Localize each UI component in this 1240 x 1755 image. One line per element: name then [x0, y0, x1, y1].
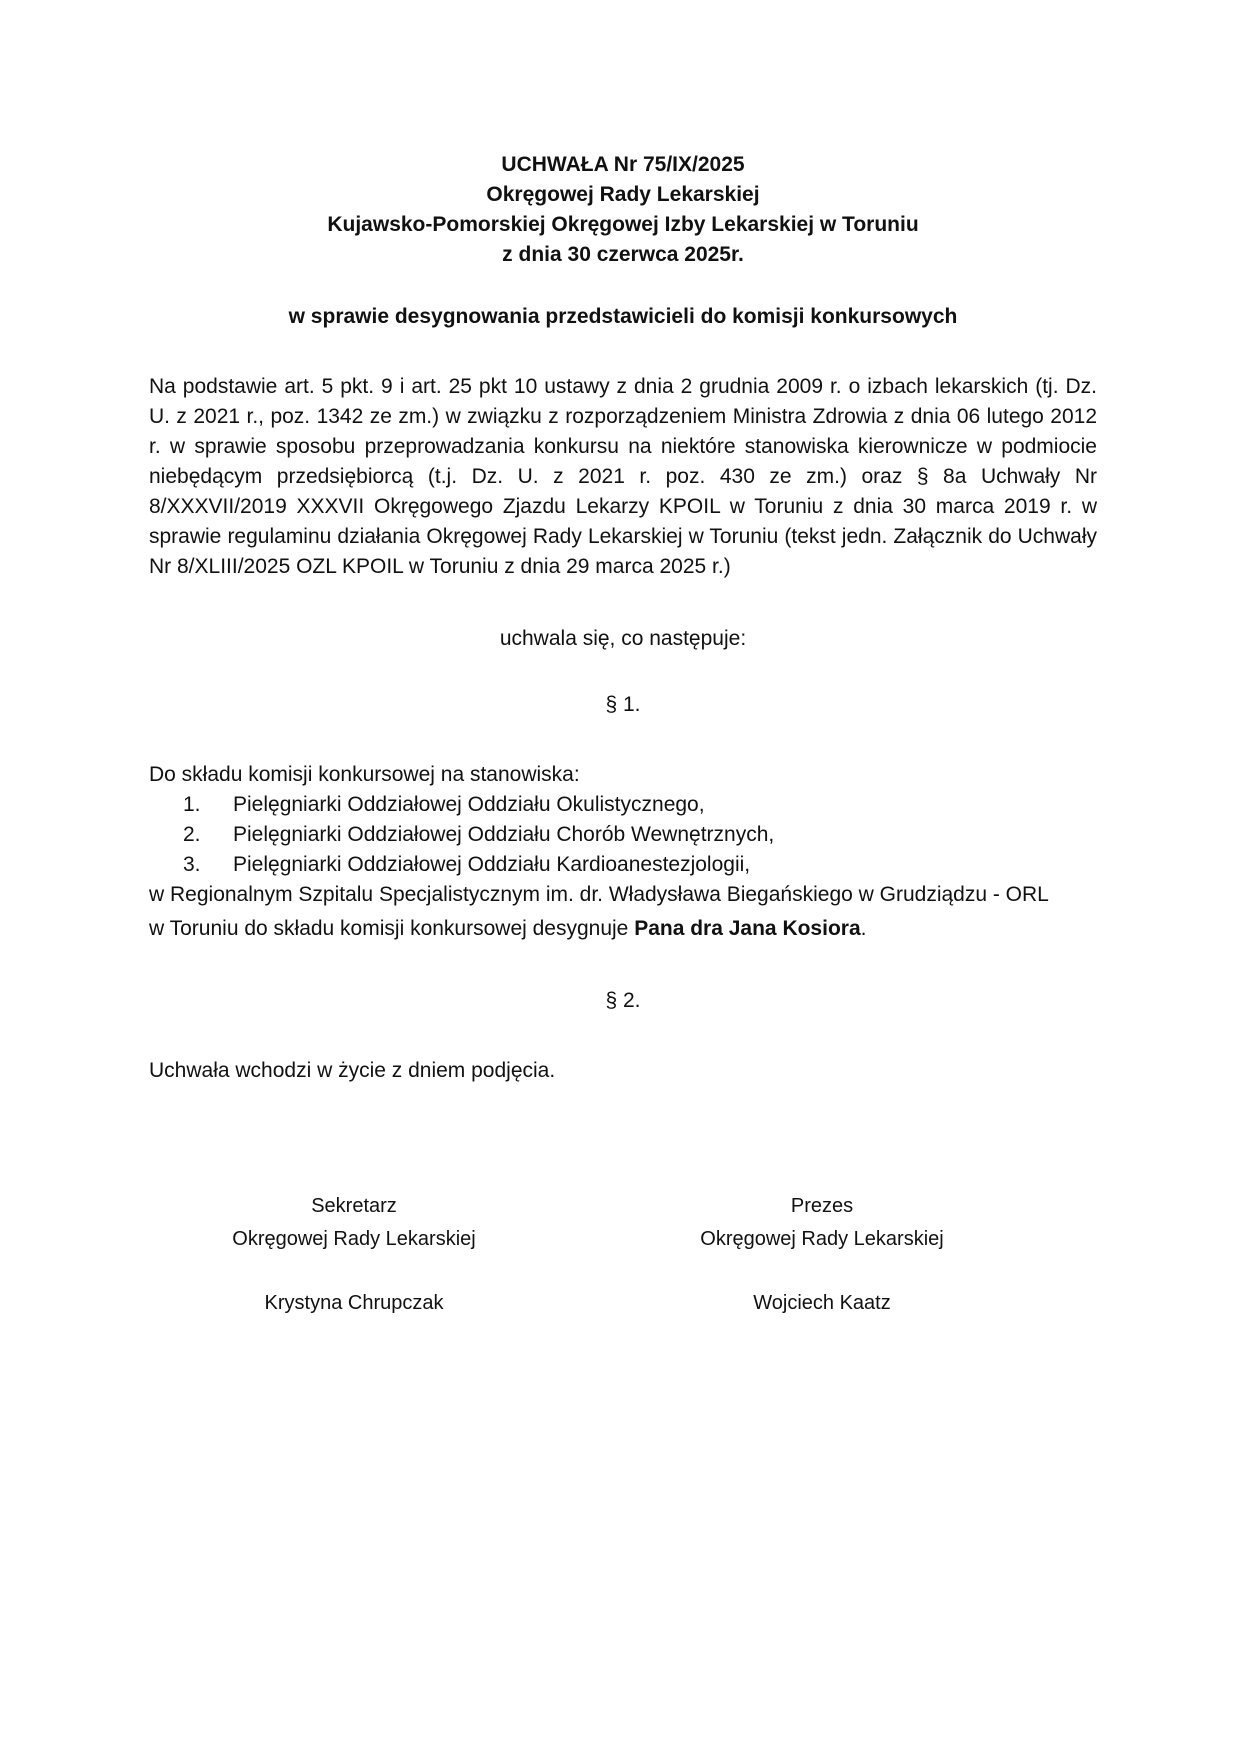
signature-block	[149, 1190, 1097, 1314]
president-role: Prezes	[790, 1195, 854, 1217]
secretary-role: Sekretarz	[311, 1195, 397, 1217]
council-name: Okręgowej Rady Lekarskiej	[486, 183, 760, 206]
designation-period: .	[860, 917, 867, 940]
resolution-subject: w sprawie desygnowania przedstawicieli do komisji konkursowych	[288, 305, 958, 328]
list-item	[183, 820, 1097, 850]
designated-person: Pana dra Jana Kosiora	[634, 917, 861, 940]
list-item-number: 2.	[183, 823, 201, 846]
positions-list	[149, 790, 1097, 880]
section-1-intro: Do składu komisji konkursowej na stanowiska:	[149, 763, 580, 786]
president-body: Okręgowej Rady Lekarskiej	[700, 1228, 944, 1250]
list-item	[183, 790, 1097, 820]
list-item	[183, 850, 1097, 880]
list-item-text: Pielęgniarki Oddziałowej Oddziału Chorób Wewnętrznych,	[233, 823, 775, 846]
resolution-header	[149, 150, 1097, 270]
legal-basis-paragraph: Na podstawie art. 5 pkt. 9 i art. 25 pkt 10 ustawy z dnia 2 grudnia 2009 r. o izbach lekarskich (tj. Dz. U. z 2021 r., poz. 1342 ze zm.) w związku z rozporządzeniem Ministra Zdrowia z dnia 06 lutego 2012 r. w sprawie sposobu przeprowadzania konkursu na niektóre stanowiska kierownicze w podmiocie niebędącym przedsiębiorcą (t.j. Dz. U. z 2021 r. poz. 430 ze zm.) oraz § 8a Uchwały Nr 8/XXXVII/2019 XXXVII Okręgowego Zjazdu Lekarzy KPOIL w Toruniu z dnia 30 marca 2019 r. w sprawie regulaminu działania Okręgowej Rady Lekarskiej w Toruniu (tekst jedn. Załącznik do Uchwały Nr 8/XLIII/2025 OZL KPOIL w Toruniu z dnia 29 marca 2025 r.)	[149, 375, 1097, 578]
resolution-date: z dnia 30 czerwca 2025r.	[502, 243, 744, 266]
section-2-heading: § 2.	[605, 989, 641, 1012]
hospital-line: w Regionalnym Szpitalu Specjalistycznym im. dr. Władysława Biegańskiego w Grudziądzu - ORL	[149, 883, 1049, 906]
list-item-number: 3.	[183, 853, 201, 876]
section-1-heading: § 1.	[605, 693, 641, 716]
designation-text: w Toruniu do składu komisji konkursowej desygnuje	[149, 917, 635, 940]
secretary-name: Krystyna Chrupczak	[264, 1292, 444, 1314]
document-body	[149, 150, 1097, 1086]
entry-into-force: Uchwała wchodzi w życie z dniem podjęcia.	[149, 1059, 556, 1082]
president-signature	[632, 1190, 1012, 1320]
list-item-number: 1.	[183, 793, 201, 816]
resolves-statement: uchwala się, co następuje:	[499, 627, 747, 650]
secretary-body: Okręgowej Rady Lekarskiej	[232, 1228, 476, 1250]
chamber-name: Kujawsko-Pomorskiej Okręgowej Izby Lekarskiej w Toruniu	[327, 213, 919, 236]
designation-line	[149, 914, 1097, 944]
president-name: Wojciech Kaatz	[753, 1292, 891, 1314]
list-item-text: Pielęgniarki Oddziałowej Oddziału Okulistycznego,	[233, 793, 705, 816]
resolution-number: UCHWAŁA Nr 75/IX/2025	[501, 153, 745, 176]
list-item-text: Pielęgniarki Oddziałowej Oddziału Kardioanestezjologii,	[233, 853, 751, 876]
secretary-signature	[164, 1190, 544, 1320]
